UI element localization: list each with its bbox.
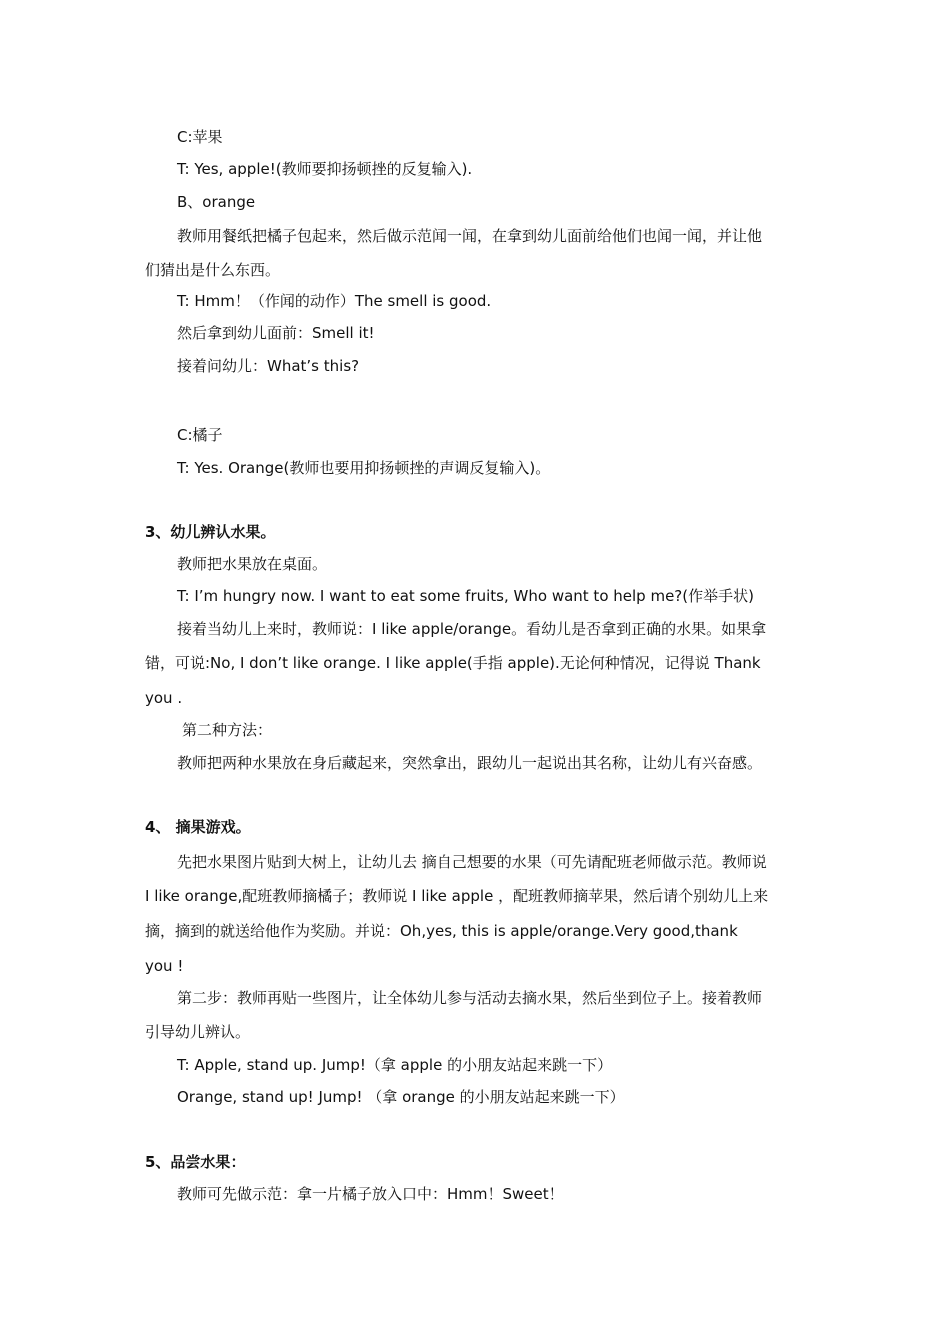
paragraph-line: I like orange,配班教师摘橘子；教师说 I like apple ，配班教师摘苹果，然后请个别幼儿上来 (145, 887, 769, 905)
paragraph-line: you . (145, 689, 183, 707)
subsection-label: B、orange (177, 193, 256, 211)
paragraph-line: 引导幼儿辨认。 (145, 1023, 251, 1041)
paragraph-line: 然后拿到幼儿面前：Smell it! (177, 324, 375, 342)
dialogue-line: C:橘子 (177, 426, 223, 444)
paragraph-line: 接着当幼儿上来时，教师说：I like apple/orange。看幼儿是否拿到正确的水果。如果拿 (177, 620, 767, 638)
paragraph-line: 先把水果图片贴到大树上，让幼儿去 摘自己想要的水果（可先请配班老师做示范。教师说 (177, 853, 767, 871)
paragraph-line: 第二步：教师再贴一些图片，让全体幼儿参与活动去摘水果，然后坐到位子上。接着教师 (177, 989, 763, 1007)
dialogue-line: T: Yes, apple!(教师要抑扬顿挫的反复输入). (177, 160, 473, 178)
paragraph-line: 接着问幼儿：What’s this? (177, 357, 360, 375)
paragraph-line: 们猜出是什么东西。 (145, 261, 281, 279)
dialogue-line: C:苹果 (177, 128, 223, 146)
section-heading: 3、幼儿辨认水果。 (145, 523, 276, 541)
paragraph-line: 第二种方法： (182, 721, 273, 739)
paragraph-line: 教师用餐纸把橘子包起来，然后做示范闻一闻，在拿到幼儿面前给他们也闻一闻，并让他 (177, 227, 763, 245)
paragraph-line: 错，可说:No, I don’t like orange. I like apple(手指 apple).无论何种情况，记得说 Thank (145, 654, 761, 672)
section-heading: 4、 摘果游戏。 (145, 818, 251, 836)
dialogue-line: T: Hmm！（作闻的动作）The smell is good. (177, 292, 492, 310)
dialogue-line: Orange, stand up! Jump! （拿 orange 的小朋友站起来跳一下） (177, 1088, 625, 1106)
paragraph-line: you ! (145, 957, 184, 975)
paragraph-line: 教师把水果放在桌面。 (177, 555, 328, 573)
paragraph-line: 教师把两种水果放在身后藏起来，突然拿出，跟幼儿一起说出其名称，让幼儿有兴奋感。 (177, 754, 763, 772)
dialogue-line: T: Apple, stand up. Jump!（拿 apple 的小朋友站起来跳一下） (177, 1056, 613, 1074)
section-heading: 5、品尝水果： (145, 1153, 246, 1171)
dialogue-line: T: I’m hungry now. I want to eat some fruits, Who want to help me?(作举手状) (177, 587, 754, 605)
dialogue-line: T: Yes. Orange(教师也要用抑扬顿挫的声调反复输入)。 (177, 459, 551, 477)
paragraph-line: 摘，摘到的就送给他作为奖励。并说：Oh,yes, this is apple/orange.Very good,thank (145, 922, 738, 940)
paragraph-line: 教师可先做示范：拿一片橘子放入口中：Hmm！Sweet！ (177, 1185, 564, 1203)
